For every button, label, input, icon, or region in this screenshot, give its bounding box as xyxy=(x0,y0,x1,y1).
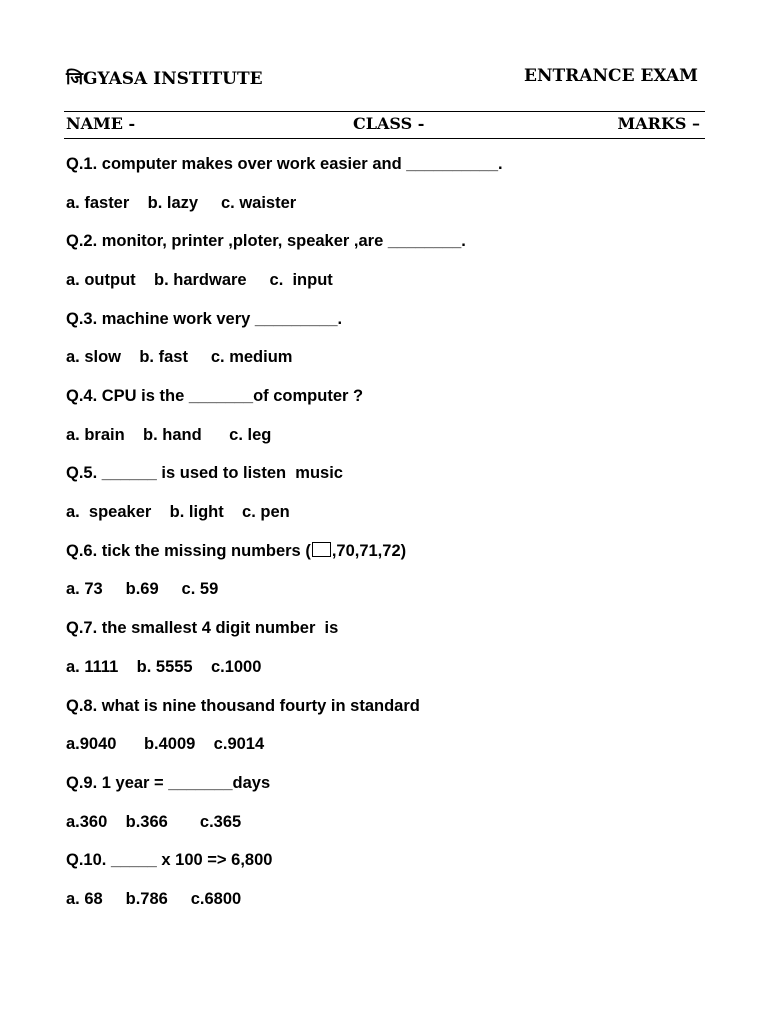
options-4: a. brain b. hand c. leg xyxy=(66,426,272,444)
top-rule xyxy=(64,111,705,112)
question-8: Q.8. what is nine thousand fourty in standard xyxy=(66,697,420,715)
marks-field-label: MARKS – xyxy=(617,114,700,133)
missing-number-box xyxy=(312,542,331,557)
question-10: Q.10. _____ x 100 => 6,800 xyxy=(66,851,273,869)
question-7: Q.7. the smallest 4 digit number is xyxy=(66,619,339,637)
question-6-text-start: Q.6. tick the missing numbers ( xyxy=(66,542,311,560)
options-9: a.360 b.366 c.365 xyxy=(66,813,242,831)
question-2: Q.2. monitor, printer ,ploter, speaker ,are ________. xyxy=(66,232,466,250)
options-3: a. slow b. fast c. medium xyxy=(66,348,293,366)
options-8: a.9040 b.4009 c.9014 xyxy=(66,735,265,753)
exam-header xyxy=(66,66,698,94)
options-2: a. output b. hardware c. input xyxy=(66,271,333,289)
question-5: Q.5. ______ is used to listen music xyxy=(66,464,343,482)
options-6: a. 73 b.69 c. 59 xyxy=(66,580,219,598)
name-field-label: NAME - xyxy=(66,114,136,133)
question-6 xyxy=(66,542,406,561)
bottom-rule xyxy=(64,138,705,139)
student-fields xyxy=(66,114,700,136)
exam-title: ENTRANCE EXAM xyxy=(524,66,698,86)
class-field-label: CLASS - xyxy=(353,114,425,133)
question-6-text-end: ,70,71,72) xyxy=(331,542,407,560)
options-5: a. speaker b. light c. pen xyxy=(66,503,290,521)
options-10: a. 68 b.786 c.6800 xyxy=(66,890,242,908)
question-9: Q.9. 1 year = _______days xyxy=(66,774,271,792)
question-4: Q.4. CPU is the _______of computer ? xyxy=(66,387,364,405)
options-1: a. faster b. lazy c. waister xyxy=(66,194,297,212)
question-1: Q.1. computer makes over work easier and __________. xyxy=(66,155,503,173)
institute-name: जिGYASA INSTITUTE xyxy=(66,69,263,89)
options-7: a. 1111 b. 5555 c.1000 xyxy=(66,658,262,676)
question-3: Q.3. machine work very _________. xyxy=(66,310,343,328)
